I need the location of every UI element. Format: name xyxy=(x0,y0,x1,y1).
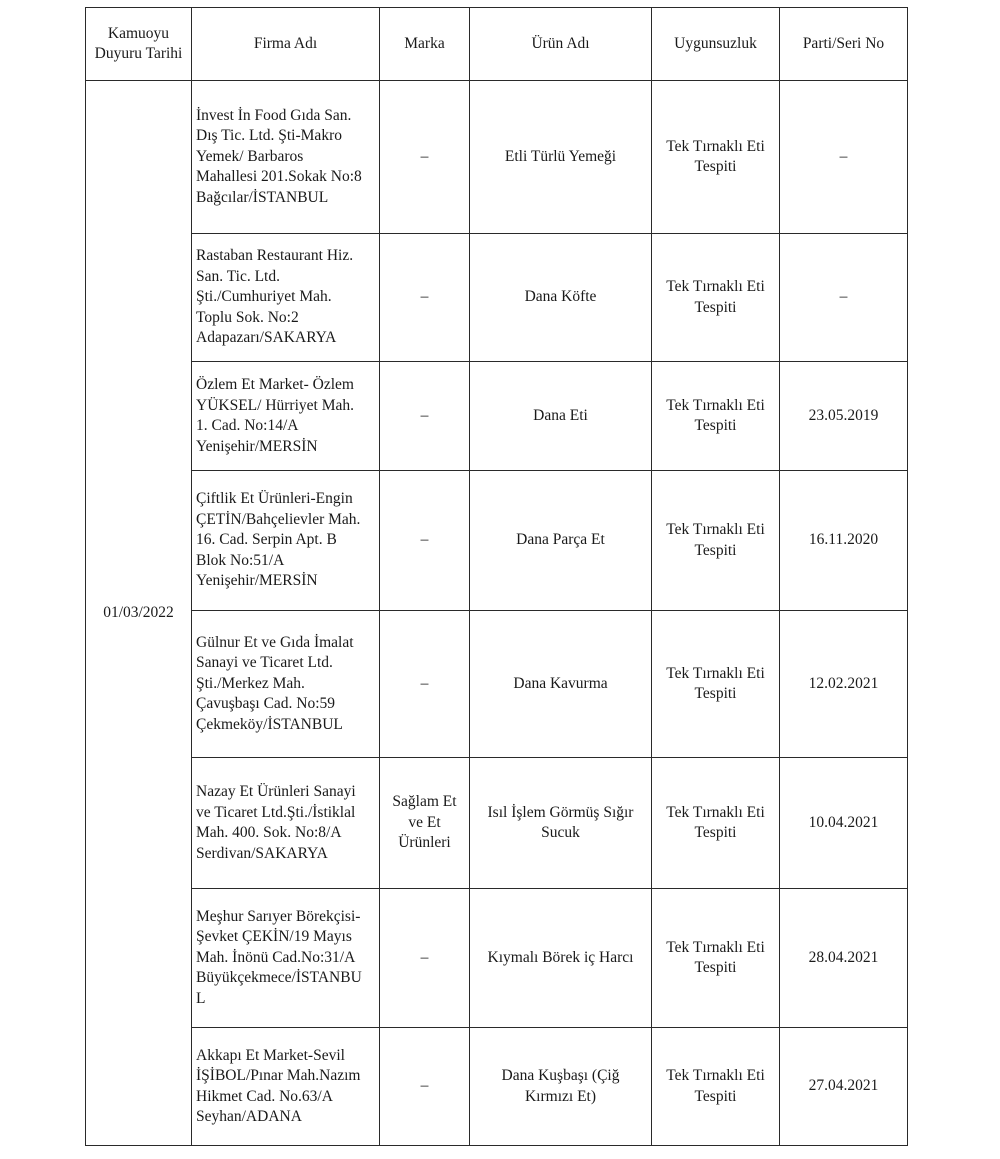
cell-nonconformity-line: Tespiti xyxy=(694,1087,737,1105)
cell-product xyxy=(470,758,652,889)
cell-brand-line: – xyxy=(420,288,429,306)
cell-batch xyxy=(780,234,908,362)
cell-batch-line: – xyxy=(839,147,848,165)
cell-firm-line: San. Tic. Ltd. xyxy=(196,267,280,285)
cell-nonconformity-line: Tek Tırnaklı Eti xyxy=(666,1067,765,1084)
header-brand: Marka xyxy=(380,8,470,81)
cell-firm-line: Özlem Et Market- Özlem xyxy=(196,376,354,393)
table-row xyxy=(86,471,908,611)
table-header xyxy=(86,8,908,81)
cell-brand xyxy=(380,234,470,362)
cell-nonconformity xyxy=(652,471,780,611)
cell-firm-line: Mah. 400. Sok. No:8/A xyxy=(196,824,342,841)
cell-product-line: Kıymalı Börek iç Harcı xyxy=(487,948,634,966)
header-nonconformity: Uygunsuzluk xyxy=(652,8,780,81)
cell-nonconformity-line: Tespiti xyxy=(694,824,737,841)
cell-firm-line: Toplu Sok. No:2 xyxy=(196,308,299,326)
cell-nonconformity-line: Tek Tırnaklı Eti xyxy=(666,938,765,956)
cell-nonconformity-line: Tespiti xyxy=(694,685,737,702)
cell-product-line: Dana Kuşbaşı (Çiğ xyxy=(501,1067,620,1084)
cell-brand xyxy=(380,81,470,234)
cell-batch xyxy=(780,1028,908,1146)
cell-firm-line: L xyxy=(196,989,206,1007)
cell-firm-line: Şti./Merkez Mah. xyxy=(196,674,305,692)
cell-firm xyxy=(192,611,380,758)
recall-table xyxy=(85,7,908,1146)
cell-brand-line: – xyxy=(420,406,429,424)
cell-firm-line: Yenişehir/MERSİN xyxy=(196,572,318,590)
cell-nonconformity-line: Tespiti xyxy=(694,298,737,316)
cell-firm-line: Hikmet Cad. No.63/A xyxy=(196,1087,333,1105)
cell-firm-line: ve Ticaret Ltd.Şti./İstiklal xyxy=(196,803,356,821)
cell-batch-line: 27.04.2021 xyxy=(808,1077,879,1095)
cell-firm-line: Çekmeköy/İSTANBUL xyxy=(196,715,343,733)
cell-firm-line: Şti./Cumhuriyet Mah. xyxy=(196,288,332,306)
cell-brand xyxy=(380,889,470,1028)
cell-product xyxy=(470,1028,652,1146)
table-row xyxy=(86,234,908,362)
cell-firm-line: Çiftlik Et Ürünleri-Engin xyxy=(196,490,353,508)
cell-firm-line: Rastaban Restaurant Hiz. xyxy=(196,247,354,265)
cell-brand xyxy=(380,1028,470,1146)
cell-firm-line: Büyükçekmece/İSTANBU xyxy=(196,969,362,987)
cell-brand xyxy=(380,471,470,611)
header-date xyxy=(86,8,192,81)
cell-firm xyxy=(192,234,380,362)
cell-nonconformity-line: Tek Tırnaklı Eti xyxy=(666,137,765,155)
cell-firm-line: Çavuşbaşı Cad. No:59 xyxy=(196,695,336,713)
cell-brand-line: ve Et xyxy=(408,813,441,831)
header-date-line: Kamuoyu xyxy=(107,24,170,42)
table-body xyxy=(86,81,908,1146)
table-row xyxy=(86,889,908,1028)
cell-product-line: Etli Türlü Yemeği xyxy=(504,147,617,165)
cell-firm-line: 16. Cad. Serpin Apt. B xyxy=(196,531,337,549)
cell-brand-line: – xyxy=(420,1077,429,1095)
cell-nonconformity xyxy=(652,81,780,234)
cell-nonconformity-line: Tespiti xyxy=(694,417,737,434)
cell-product-line: Sucuk xyxy=(541,824,580,841)
cell-firm-line: ÇETİN/Bahçelievler Mah. xyxy=(196,510,361,528)
cell-firm xyxy=(192,471,380,611)
cell-product xyxy=(470,471,652,611)
header-firm: Firma Adı xyxy=(192,8,380,81)
cell-firm-line: Meşhur Sarıyer Börekçisi- xyxy=(196,907,361,925)
cell-batch-line: 10.04.2021 xyxy=(808,813,879,831)
header-product: Ürün Adı xyxy=(470,8,652,81)
cell-brand-line: – xyxy=(420,147,429,165)
cell-firm-line: Adapazarı/SAKARYA xyxy=(196,329,337,347)
cell-nonconformity xyxy=(652,889,780,1028)
cell-batch-line: – xyxy=(839,288,848,306)
cell-firm-line: Nazay Et Ürünleri Sanayi xyxy=(196,783,356,800)
cell-firm-line: Yemek/ Barbaros xyxy=(196,147,304,165)
cell-nonconformity-line: Tek Tırnaklı Eti xyxy=(666,396,765,414)
cell-product-line: Dana Köfte xyxy=(524,288,597,306)
table-row xyxy=(86,81,908,234)
cell-firm-line: 1. Cad. No:14/A xyxy=(196,417,299,434)
cell-batch-line: 16.11.2020 xyxy=(808,531,879,549)
cell-product xyxy=(470,889,652,1028)
cell-brand-line: – xyxy=(420,531,429,549)
cell-batch-line: 12.02.2021 xyxy=(808,674,879,692)
cell-nonconformity-line: Tek Tırnaklı Eti xyxy=(666,521,765,538)
cell-batch xyxy=(780,362,908,471)
cell-firm-line: Bağcılar/İSTANBUL xyxy=(196,188,329,206)
table-row xyxy=(86,758,908,889)
cell-nonconformity xyxy=(652,362,780,471)
cell-firm-line: Mahallesi 201.Sokak No:8 xyxy=(196,168,362,186)
cell-firm-line: Gülnur Et ve Gıda İmalat xyxy=(196,633,354,651)
cell-brand xyxy=(380,758,470,889)
cell-firm-line: Sanayi ve Ticaret Ltd. xyxy=(196,654,333,672)
cell-nonconformity xyxy=(652,1028,780,1146)
cell-firm-line: İnvest İn Food Gıda San. xyxy=(196,106,352,124)
cell-nonconformity-line: Tespiti xyxy=(694,959,737,976)
table-row xyxy=(86,1028,908,1146)
cell-nonconformity-line: Tek Tırnaklı Eti xyxy=(666,803,765,821)
cell-brand xyxy=(380,611,470,758)
cell-nonconformity xyxy=(652,611,780,758)
cell-nonconformity-line: Tek Tırnaklı Eti xyxy=(666,278,765,295)
cell-product xyxy=(470,234,652,362)
cell-firm-line: Seyhan/ADANA xyxy=(196,1108,302,1125)
cell-product-line: Isıl İşlem Görmüş Sığır xyxy=(487,803,634,821)
cell-batch xyxy=(780,471,908,611)
cell-nonconformity xyxy=(652,234,780,362)
cell-firm-line: Serdivan/SAKARYA xyxy=(196,844,328,862)
cell-brand-line: Sağlam Et xyxy=(392,793,457,811)
cell-firm-line: Blok No:51/A xyxy=(196,551,285,569)
cell-nonconformity-line: Tespiti xyxy=(694,158,737,175)
cell-product-line: Kırmızı Et) xyxy=(524,1087,597,1105)
cell-announcement-date: 01/03/2022 xyxy=(86,81,192,1146)
cell-nonconformity-line: Tek Tırnaklı Eti xyxy=(666,664,765,682)
cell-firm xyxy=(192,1028,380,1146)
table-row xyxy=(86,611,908,758)
cell-firm xyxy=(192,889,380,1028)
cell-brand-line: – xyxy=(420,948,429,966)
cell-nonconformity xyxy=(652,758,780,889)
cell-firm-line: Dış Tic. Ltd. Şti-Makro xyxy=(196,127,342,145)
cell-firm xyxy=(192,81,380,234)
cell-batch xyxy=(780,611,908,758)
cell-brand-line: Ürünleri xyxy=(398,834,451,852)
cell-batch xyxy=(780,81,908,234)
cell-product xyxy=(470,611,652,758)
cell-firm-line: Akkapı Et Market-Sevil xyxy=(196,1046,345,1064)
cell-batch xyxy=(780,889,908,1028)
cell-product-line: Dana Kavurma xyxy=(513,674,608,692)
cell-product xyxy=(470,362,652,471)
table-row xyxy=(86,362,908,471)
cell-firm-line: YÜKSEL/ Hürriyet Mah. xyxy=(196,396,354,414)
cell-product-line: Dana Parça Et xyxy=(516,531,605,549)
cell-firm-line: Yenişehir/MERSİN xyxy=(196,437,318,455)
cell-batch-line: 28.04.2021 xyxy=(808,948,879,966)
cell-product-line: Dana Eti xyxy=(533,406,588,424)
header-batch: Parti/Seri No xyxy=(780,8,908,81)
cell-batch xyxy=(780,758,908,889)
cell-firm-line: Mah. İnönü Cad.No:31/A xyxy=(196,948,356,966)
header-date-line: Duyuru Tarihi xyxy=(94,45,183,62)
cell-batch-line: 23.05.2019 xyxy=(808,406,879,424)
cell-firm-line: İŞİBOL/Pınar Mah.Nazım xyxy=(196,1067,361,1084)
cell-nonconformity-line: Tespiti xyxy=(694,541,737,559)
cell-product xyxy=(470,81,652,234)
cell-firm xyxy=(192,362,380,471)
cell-brand xyxy=(380,362,470,471)
header-row xyxy=(86,8,908,81)
cell-firm xyxy=(192,758,380,889)
cell-brand-line: – xyxy=(420,674,429,692)
cell-firm-line: Şevket ÇEKİN/19 Mayıs xyxy=(196,928,352,946)
